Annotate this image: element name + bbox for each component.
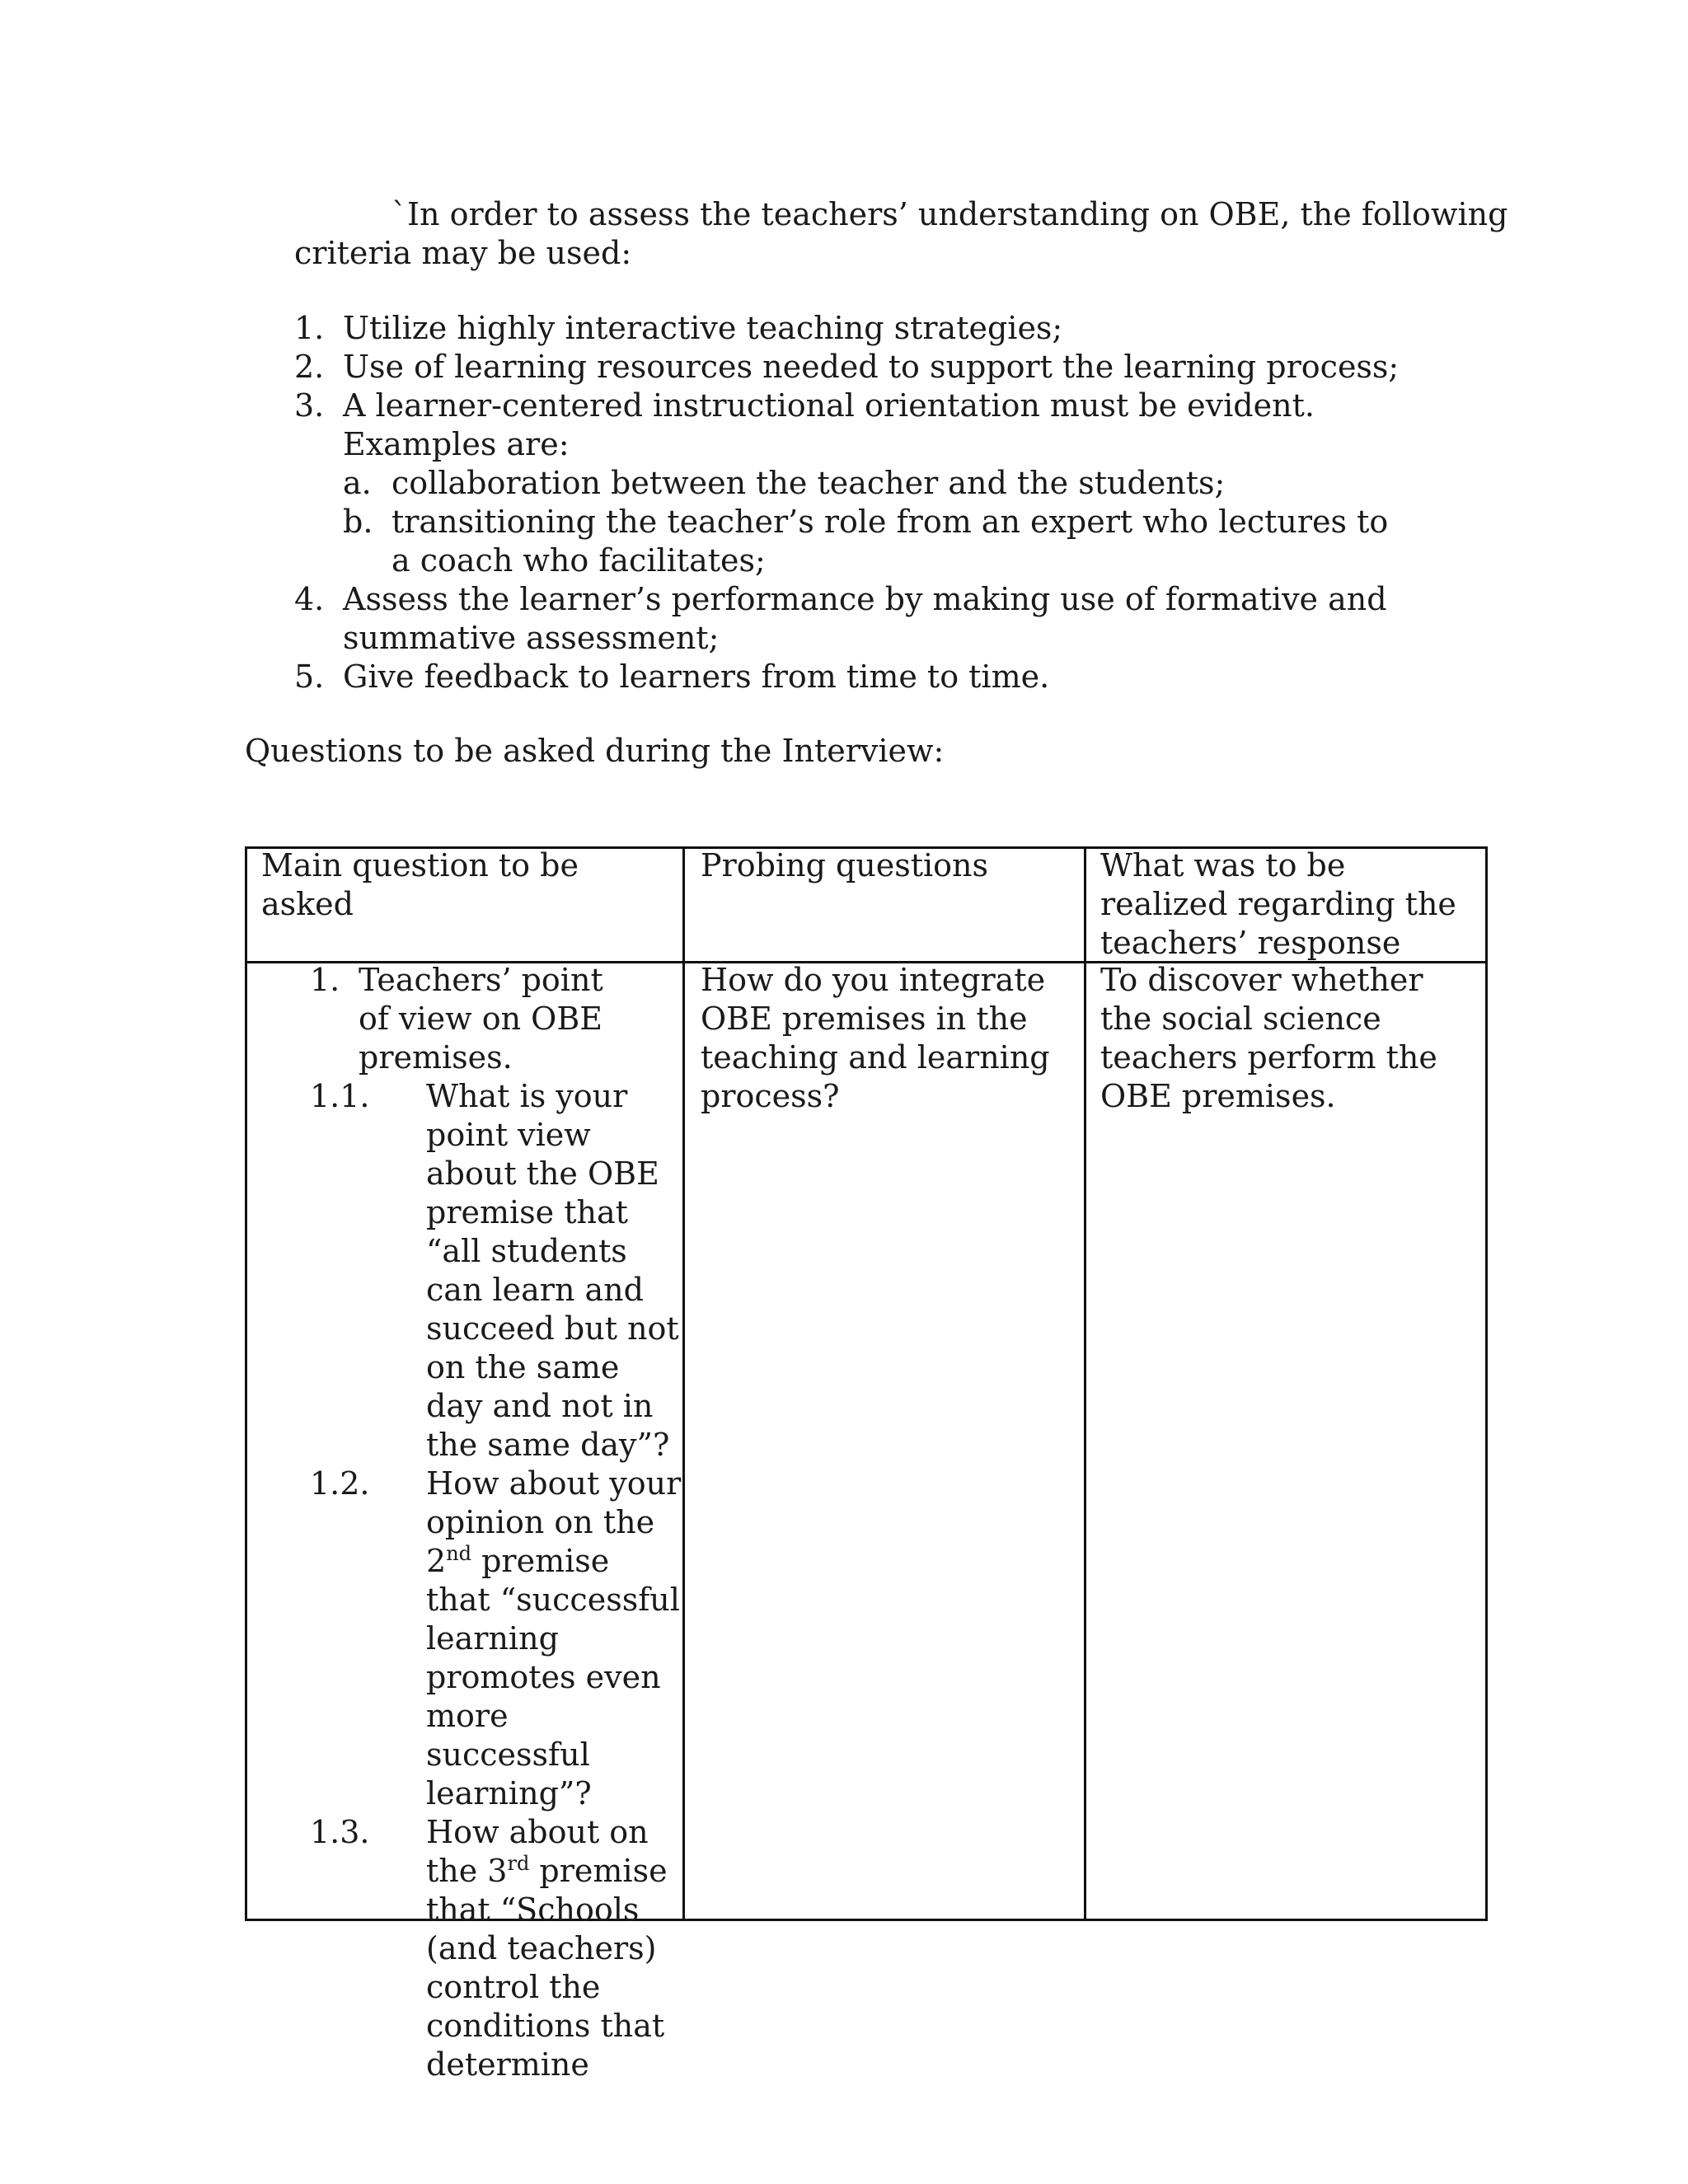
- criteria-item-2: [294, 348, 1448, 387]
- criteria-list: [294, 309, 1448, 696]
- interview-table: [245, 846, 1488, 2083]
- criteria-item-4: [294, 580, 1472, 658]
- table-column-divider-1: [682, 846, 685, 1921]
- list-text: Give feedback to learners from time to time.: [343, 658, 1050, 695]
- table-cell-probing: How do you integrate OBE premises in the teaching and learning process?: [701, 962, 1050, 1114]
- criteria-item-3: [294, 387, 1448, 580]
- list-number: 3.: [294, 387, 325, 424]
- table-header-what-realized: What was to be realized regarding the teachers’ response: [1100, 847, 1456, 961]
- intro-line-1: `In order to assess the teachers’ understanding on OBE, the following: [392, 196, 1508, 232]
- list-text: transitioning the teacher’s role from an expert who lectures to a coach who facilitates;: [392, 504, 1389, 579]
- sub-question-1-2: [261, 1465, 682, 1813]
- list-text: Teachers’ point of view on OBE premises.: [359, 962, 603, 1076]
- table-header-main-question: Main question to be asked: [261, 847, 579, 922]
- list-number: 1.: [310, 962, 340, 998]
- criteria-item-5: [294, 658, 1448, 696]
- table-border-left: [245, 846, 247, 1921]
- sub-question-1-3: [261, 1813, 682, 2084]
- list-number: 1.1.: [310, 1078, 370, 1114]
- list-text-part: premise that “Schools (and teachers) control the conditions that determine: [426, 1853, 668, 2083]
- list-number: 1.: [294, 310, 325, 346]
- superscript: rd: [507, 1852, 530, 1875]
- list-letter: a.: [343, 465, 372, 501]
- table-border-right: [1485, 846, 1488, 1921]
- list-number: 1.3.: [310, 1814, 370, 1850]
- example-item-a: [343, 464, 1405, 503]
- table-cell-realized: To discover whether the social science teachers perform the OBE premises.: [1100, 962, 1437, 1114]
- list-number: 1.2.: [310, 1465, 370, 1502]
- list-text-part: premise that “successful learning promotes even more successful learning”?: [426, 1543, 680, 1811]
- superscript: nd: [446, 1542, 472, 1565]
- list-text-part: How about on the 3: [426, 1814, 649, 1889]
- criteria-item-1: [294, 309, 1448, 348]
- sub-question-1-1: [261, 1077, 682, 1465]
- list-text: Use of learning resources needed to support the learning process;: [343, 349, 1400, 385]
- list-letter: b.: [343, 504, 373, 540]
- table-header-probing-questions: Probing questions: [701, 847, 989, 883]
- list-text: What is your point view about the OBE premise that “all students can learn and succeed but not on the same day and not in the same day”?: [426, 1078, 679, 1463]
- list-number: 4.: [294, 581, 325, 617]
- example-item-b: [343, 503, 1405, 580]
- list-text: Utilize highly interactive teaching strategies;: [343, 310, 1063, 346]
- list-text: Assess the learner’s performance by making use of formative and summative assessment;: [343, 581, 1387, 656]
- list-number: 2.: [294, 349, 325, 385]
- list-text: collaboration between the teacher and the students;: [392, 465, 1226, 501]
- intro-line-2: criteria may be used:: [294, 235, 632, 271]
- list-number: 5.: [294, 658, 325, 695]
- main-question-item: [310, 961, 643, 1077]
- table-cell-main-question: [261, 961, 682, 2084]
- list-text: A learner-centered instructional orientation must be evident. Examples are:: [343, 387, 1315, 462]
- questions-heading: Questions to be asked during the Interview:: [245, 733, 945, 769]
- list-text-part: How about your opinion on the 2: [426, 1465, 682, 1579]
